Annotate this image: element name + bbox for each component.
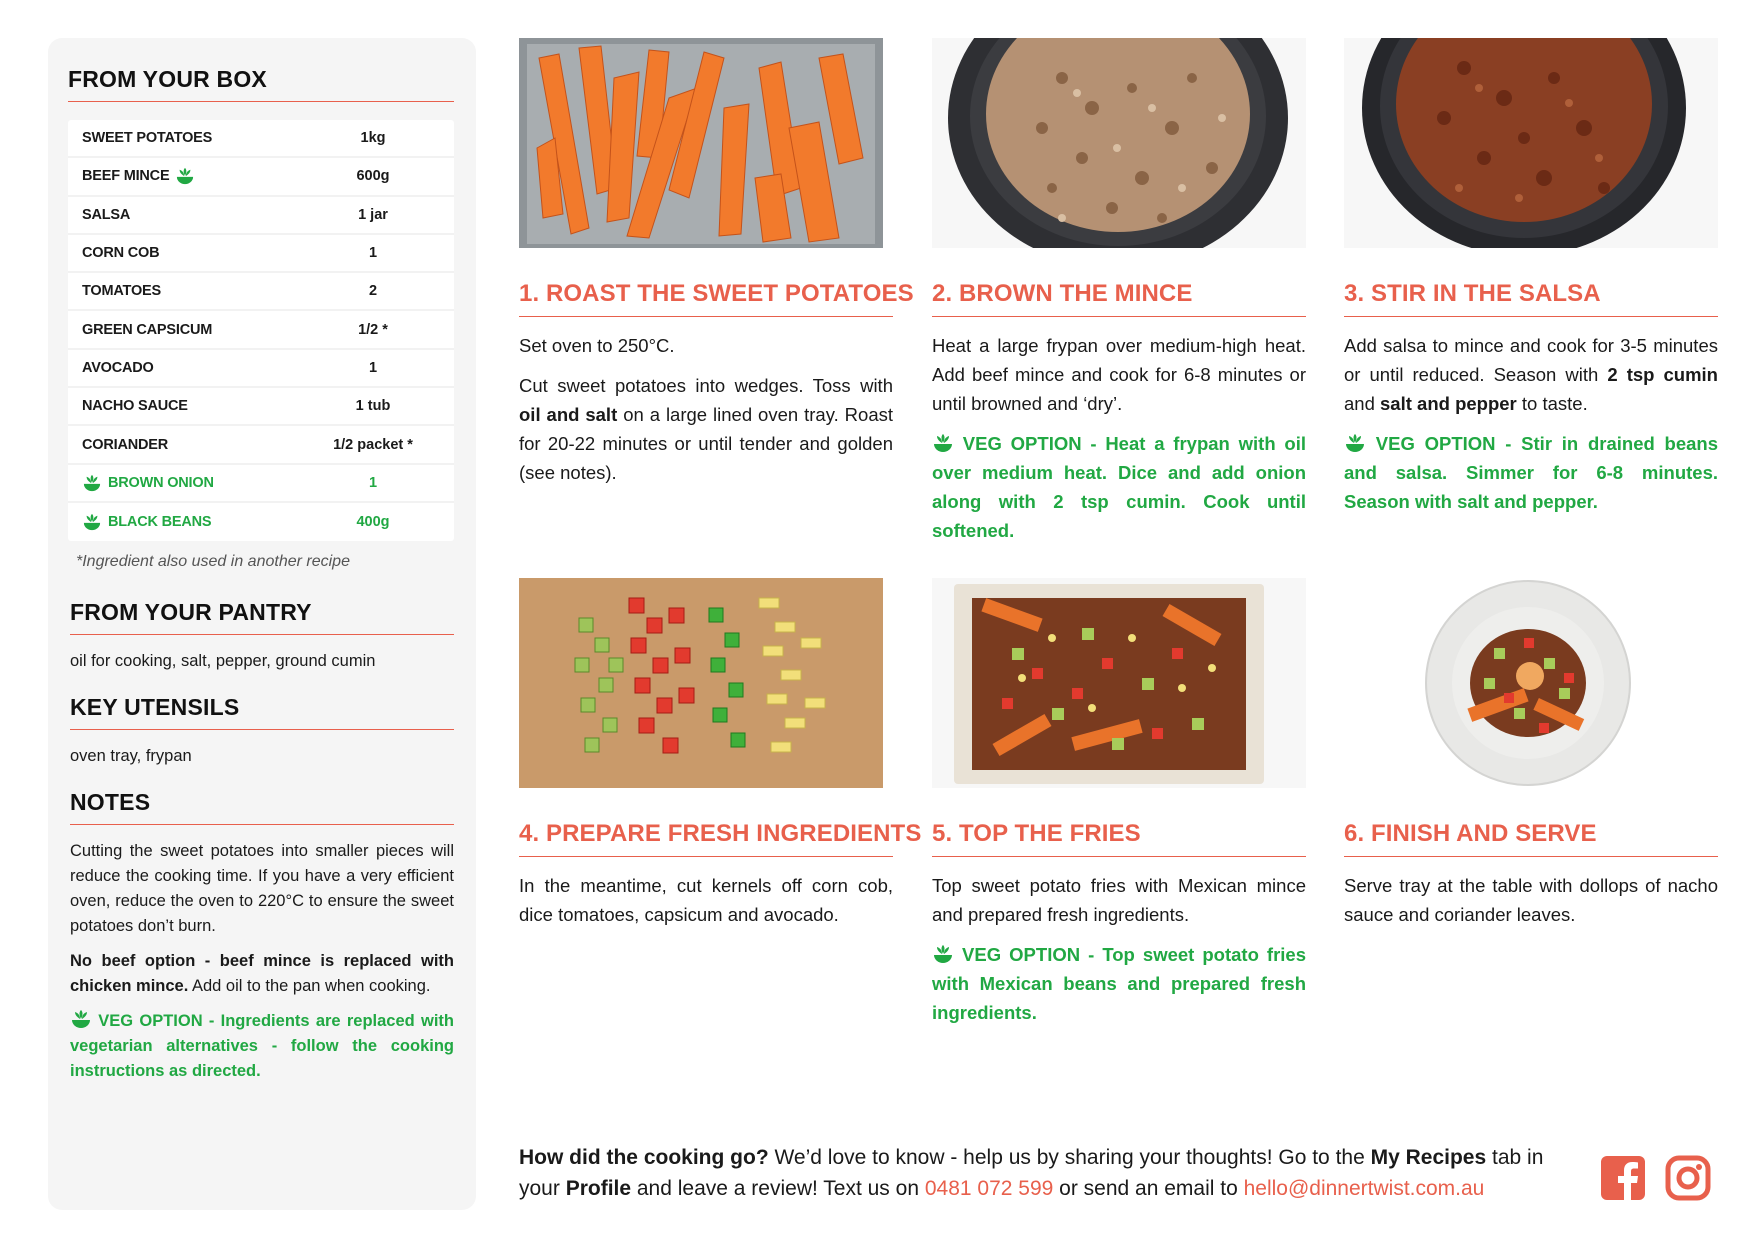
step-2-text-1: Heat a large frypan over medium-high heat. Add beef mince and cook for 6-8 minutes or until browned and ‘dry’. (932, 335, 1306, 414)
brown-mince-photo (932, 38, 1306, 248)
box-ingredient-row (68, 350, 454, 388)
step-1-text-1: Set oven to 250°C. (519, 335, 675, 356)
ingredient-quantity: 1kg (360, 130, 386, 147)
step-1-title: 1. ROAST THE SWEET POTATOES (519, 280, 893, 317)
ingredient-name-cell (68, 360, 318, 376)
ingredient-quantity: 600g (356, 168, 390, 185)
step-6 (1344, 578, 1718, 929)
step-2-title: 2. BROWN THE MINCE (932, 280, 1306, 317)
step-6-title: 6. FINISH AND SERVE (1344, 820, 1718, 857)
notes-veg-option (70, 1009, 454, 1084)
fresh-ingredients-photo (519, 578, 893, 788)
box-ingredients-table (68, 120, 454, 541)
pantry-heading: FROM YOUR PANTRY (70, 599, 454, 635)
notes-veg-text: VEG OPTION - Ingredients are replaced with vegetarian alternatives - follow the cooking instructions as directed. (70, 1012, 454, 1081)
box-ingredient-row (68, 388, 454, 426)
veg-leaf-icon (82, 513, 102, 531)
salsa-mince-photo (1344, 38, 1718, 248)
step-4 (519, 578, 922, 929)
utensils-text: oven tray, frypan (70, 747, 192, 766)
box-ingredient-row (68, 273, 454, 311)
feedback-text-1: We’d love to know - help us by sharing your thoughts! Go to the (768, 1146, 1371, 1169)
box-ingredient-row (68, 235, 454, 273)
ingredient-quantity: 2 (368, 283, 378, 300)
ingredient-name: TOMATOES (82, 283, 161, 300)
step-3-text-1a: Add salsa to mince and cook for 3-5 minutes or until reduced. Season with (1344, 335, 1718, 385)
box-ingredient-row (68, 465, 454, 503)
step-5-text-1: Top sweet potato fries with Mexican mince and prepared fresh ingredients. (932, 875, 1306, 925)
veg-leaf-icon (82, 474, 102, 492)
step-3-salt-pepper: salt and pepper (1380, 393, 1517, 414)
box-ingredient-row (68, 120, 454, 158)
step-4-text-1: In the meantime, cut kernels off corn cob, dice tomatoes, capsicum and avocado. (519, 875, 893, 925)
ingredient-name: CORIANDER (82, 436, 169, 453)
step-1 (519, 38, 914, 487)
step-1-text-2a: Cut sweet potatoes into wedges. Toss with (519, 375, 893, 396)
utensils-section (70, 694, 454, 769)
top-fries-photo (932, 578, 1306, 788)
box-ingredient-row (68, 426, 454, 464)
box-ingredient-row (68, 197, 454, 235)
ingredient-quantity: 1 tub (355, 398, 391, 415)
finish-serve-photo (1344, 578, 1718, 788)
ingredient-name-cell (68, 322, 318, 338)
sweet-potatoes-photo (519, 38, 893, 248)
step-5-veg-option (932, 940, 1306, 1027)
no-beef-option-rest: Add oil to the pan when cooking. (188, 977, 431, 996)
ingredient-name-cell (68, 130, 318, 146)
ingredient-quantity: 400g (356, 514, 390, 531)
ingredient-quantity: 1 (368, 359, 378, 376)
feedback-question: How did the cooking go? (519, 1146, 769, 1169)
step-3-title: 3. STIR IN THE SALSA (1344, 280, 1718, 317)
ingredient-quantity: 1/2 packet * (333, 436, 413, 453)
step-1-oil-salt: oil and salt (519, 404, 618, 425)
feedback-text-3: and leave a review! Text us on (631, 1177, 925, 1200)
ingredient-quantity: 1 jar (358, 206, 388, 223)
notes-section (70, 789, 454, 1084)
ingredient-name: AVOCADO (82, 359, 154, 376)
ingredient-name-cell (68, 474, 318, 492)
feedback-text-2: tab in your (519, 1146, 1544, 1200)
step-6-text-1: Serve tray at the table with dollops of nacho sauce and coriander leaves. (1344, 875, 1718, 925)
step-3-veg-option (1344, 429, 1718, 516)
feedback-message (519, 1142, 1579, 1204)
step-3-text-1c: and (1344, 393, 1381, 414)
utensils-heading: KEY UTENSILS (70, 694, 454, 730)
step-5-title: 5. TOP THE FRIES (932, 820, 1306, 857)
veg-leaf-icon (932, 432, 954, 452)
ingredient-footnote: *Ingredient also used in another recipe (76, 553, 350, 571)
ingredient-name: BEEF MINCE (82, 168, 170, 185)
veg-leaf-icon (1344, 432, 1366, 452)
facebook-icon[interactable] (1600, 1155, 1646, 1201)
ingredient-name: GREEN CAPSICUM (82, 321, 213, 338)
ingredient-name: CORN COB (82, 245, 160, 262)
ingredient-name: BLACK BEANS (108, 514, 212, 531)
ingredient-name-cell (68, 167, 318, 185)
ingredient-name: SALSA (82, 206, 131, 223)
step-3-text-1 (1344, 331, 1718, 418)
ingredient-quantity: 1 (368, 474, 378, 491)
step-3-text-1e: to taste. (1516, 393, 1588, 414)
phone-link[interactable]: 0481 072 599 (924, 1177, 1054, 1200)
box-ingredient-row (68, 158, 454, 196)
ingredient-name-cell (68, 398, 318, 414)
ingredient-quantity: 1/2 * (358, 321, 388, 338)
ingredient-name-cell (68, 283, 318, 299)
step-1-text-2 (519, 371, 893, 487)
ingredient-name: NACHO SAUCE (82, 398, 188, 415)
notes-heading: NOTES (70, 789, 454, 825)
step-3-cumin: 2 tsp cumin (1607, 364, 1718, 385)
from-box-heading: FROM YOUR BOX (68, 66, 454, 102)
ingredient-name: BROWN ONION (108, 474, 214, 491)
step-1-text-2c: on a large lined oven tray. Roast for 20-22 minutes or until tender and golden (see notes). (519, 404, 893, 483)
feedback-text-4: or send an email to (1053, 1177, 1244, 1200)
step-5-veg-text: VEG OPTION - Top sweet potato fries with Mexican beans and prepared fresh ingredients. (932, 944, 1306, 1023)
box-ingredient-row (68, 311, 454, 349)
pantry-section (70, 599, 454, 674)
ingredient-name-cell (68, 437, 318, 453)
my-recipes-label: My Recipes (1370, 1146, 1487, 1169)
ingredient-name: SWEET POTATOES (82, 130, 213, 147)
ingredients-panel (48, 38, 476, 1210)
veg-leaf-icon (932, 943, 954, 963)
notes-paragraph-1: Cutting the sweet potatoes into smaller pieces will reduce the cooking time. If you have a very efficient oven, reduce the oven to 220°C to ensure the sweet potatoes don’t burn. (70, 842, 454, 936)
instagram-icon[interactable] (1665, 1155, 1711, 1201)
no-beef-option-bold: No beef option - beef mince is replaced with chicken mince. (70, 952, 454, 996)
step-3-veg-text: VEG OPTION - Stir in drained beans and salsa. Simmer for 6-8 minutes. Season with salt and pepper. (1344, 433, 1719, 512)
box-ingredient-row (68, 503, 454, 541)
step-2-veg-option (932, 429, 1306, 545)
step-2-veg-text: VEG OPTION - Heat a frypan with oil over medium heat. Dice and add onion along with 2 tsp cumin. Cook until softened. (932, 433, 1306, 541)
step-5 (932, 578, 1306, 1027)
veg-leaf-icon (175, 167, 195, 185)
notes-paragraph-2 (70, 949, 454, 999)
step-4-title: 4. PREPARE FRESH INGREDIENTS (519, 820, 893, 857)
step-3 (1344, 38, 1718, 516)
pantry-text: oil for cooking, salt, pepper, ground cumin (70, 652, 376, 671)
veg-leaf-icon (70, 1009, 92, 1029)
profile-label: Profile (565, 1177, 632, 1200)
ingredient-quantity: 1 (368, 245, 378, 262)
ingredient-name-cell (68, 207, 318, 223)
step-2 (932, 38, 1306, 545)
ingredient-name-cell (68, 245, 318, 261)
ingredient-name-cell (68, 513, 318, 531)
email-link[interactable]: hello@dinnertwist.com.au (1243, 1177, 1485, 1200)
